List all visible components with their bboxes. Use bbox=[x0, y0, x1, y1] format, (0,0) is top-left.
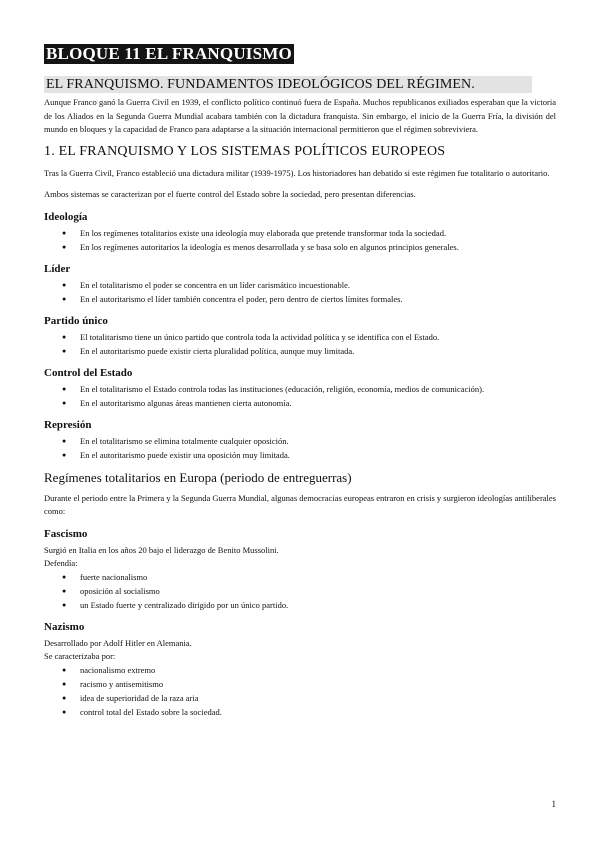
nazismo-origin: Desarrollado por Adolf Hitler en Alemania. bbox=[44, 637, 192, 648]
list-item: ● En los regímenes autoritarios la ideología es menos desarrollada y se basa solo en algunos principios generales. bbox=[62, 241, 459, 252]
section-1-paragraph-2: Ambos sistemas se caracterizan por el fuerte control del Estado sobre la sociedad, pero presentan diferencias. bbox=[44, 189, 416, 199]
list-item: ● fuerte nacionalismo bbox=[62, 571, 148, 582]
list-item: ● En el totalitarismo el poder se concentra en un líder carismático incuestionable. bbox=[62, 279, 351, 290]
bullet-icon: ● bbox=[62, 436, 67, 445]
topic-nazismo bbox=[44, 621, 556, 719]
bullet-list bbox=[44, 383, 556, 410]
document-page bbox=[44, 44, 556, 720]
topic-lider bbox=[44, 263, 556, 306]
bullet-icon: ● bbox=[62, 384, 67, 393]
bullet-icon: ● bbox=[62, 346, 67, 355]
page-title: BLOQUE 11 EL FRANQUISMO bbox=[46, 44, 292, 63]
topic-heading: Partido único bbox=[44, 314, 108, 327]
bullet-list bbox=[44, 331, 556, 358]
subtitle-heading: EL FRANQUISMO. FUNDAMENTOS IDEOLÓGICOS DEL RÉGIMEN. bbox=[44, 76, 532, 93]
bullet-icon: ● bbox=[62, 398, 67, 407]
list-item: ● En el totalitarismo el Estado controla todas las instituciones (educación, religión, economía, medios de comunicación). bbox=[62, 383, 485, 394]
bullet-list bbox=[44, 279, 556, 306]
bullet-list bbox=[44, 664, 556, 719]
topic-heading: Represión bbox=[44, 418, 92, 431]
fascismo-intro: Defendía: bbox=[44, 558, 78, 568]
list-item: ● oposición al socialismo bbox=[62, 585, 160, 596]
topic-heading: Nazismo bbox=[44, 620, 85, 633]
bullet-icon: ● bbox=[62, 600, 67, 609]
list-item: ● racismo y antisemitismo bbox=[62, 678, 164, 689]
bullet-icon: ● bbox=[62, 228, 67, 237]
topic-represion bbox=[44, 419, 556, 462]
section-1-paragraph-1: Tras la Guerra Civil, Franco estableció una dictadura militar (1939-1975). Los historiadores han debatido si este régimen fue totalitario o autoritario. bbox=[44, 167, 550, 178]
topic-partido-unico bbox=[44, 315, 556, 358]
list-item: ● El totalitarismo tiene un único partido que controla toda la actividad política y se identifica con el Estado. bbox=[62, 331, 440, 342]
nazismo-intro: Se caracterizaba por: bbox=[44, 651, 116, 661]
list-item: ● En los regímenes totalitarios existe una ideología muy elaborada que pretende transformar toda la sociedad. bbox=[62, 227, 447, 238]
list-item: ● En el autoritarismo el líder también concentra el poder, pero dentro de ciertos límites formales. bbox=[62, 293, 403, 304]
list-item: ● idea de superioridad de la raza aria bbox=[62, 692, 199, 703]
list-item: ● control total del Estado sobre la sociedad. bbox=[62, 706, 222, 717]
list-item: ● En el autoritarismo puede existir cierta pluralidad política, aunque muy limitada. bbox=[62, 345, 355, 356]
bullet-icon: ● bbox=[62, 586, 67, 595]
bullet-list bbox=[44, 571, 556, 612]
topic-ideologia bbox=[44, 211, 556, 254]
bullet-icon: ● bbox=[62, 679, 67, 688]
list-item: ● nacionalismo extremo bbox=[62, 664, 156, 675]
section-1-heading: 1. EL FRANQUISMO Y LOS SISTEMAS POLÍTICOS EUROPEOS bbox=[44, 143, 446, 159]
bullet-icon: ● bbox=[62, 572, 67, 581]
page-number: 1 bbox=[551, 799, 556, 809]
topic-heading: Fascismo bbox=[44, 527, 88, 540]
bullet-icon: ● bbox=[62, 693, 67, 702]
list-item: ● un Estado fuerte y centralizado dirigido por un único partido. bbox=[62, 599, 289, 610]
topic-heading: Líder bbox=[44, 262, 71, 275]
topic-control-del-estado bbox=[44, 367, 556, 410]
list-item: ● En el totalitarismo se elimina totalmente cualquier oposición. bbox=[62, 435, 289, 446]
bullet-icon: ● bbox=[62, 707, 67, 716]
bullet-list bbox=[44, 227, 556, 254]
bullet-icon: ● bbox=[62, 332, 67, 341]
bullet-icon: ● bbox=[62, 294, 67, 303]
fascismo-origin: Surgió en Italia en los años 20 bajo el liderazgo de Benito Mussolini. bbox=[44, 544, 279, 555]
topic-fascismo bbox=[44, 528, 556, 612]
bullet-list bbox=[44, 435, 556, 462]
section-2-heading: Regímenes totalitarios en Europa (periodo de entreguerras) bbox=[44, 469, 352, 485]
bullet-icon: ● bbox=[62, 242, 67, 251]
bullet-icon: ● bbox=[62, 665, 67, 674]
intro-paragraph: Aunque Franco ganó la Guerra Civil en 1939, el conflicto político continuó fuera de España. Muchos republicanos exiliados esperaban que la victoria de los Aliados en la Segunda Guerra Mundial acabara también con la dictadura franquista. Sin embargo, el inicio de la Guerra Fría, la división del mundo en bloques y la capacidad de Franco para adaptarse a la situación internacional permitieron que el régimen sobreviviera. bbox=[44, 97, 556, 134]
bullet-icon: ● bbox=[62, 450, 67, 459]
list-item: ● En el autoritarismo puede existir una oposición muy limitada. bbox=[62, 449, 290, 460]
section-2-paragraph: Durante el periodo entre la Primera y la Segunda Guerra Mundial, algunas democracias europeas entraron en crisis y surgieron ideologías antiliberales como: bbox=[44, 492, 556, 516]
list-item: ● En el autoritarismo algunas áreas mantienen cierta autonomía. bbox=[62, 397, 292, 408]
topic-heading: Ideología bbox=[44, 210, 88, 223]
bullet-icon: ● bbox=[62, 280, 67, 289]
topic-heading: Control del Estado bbox=[44, 366, 133, 379]
